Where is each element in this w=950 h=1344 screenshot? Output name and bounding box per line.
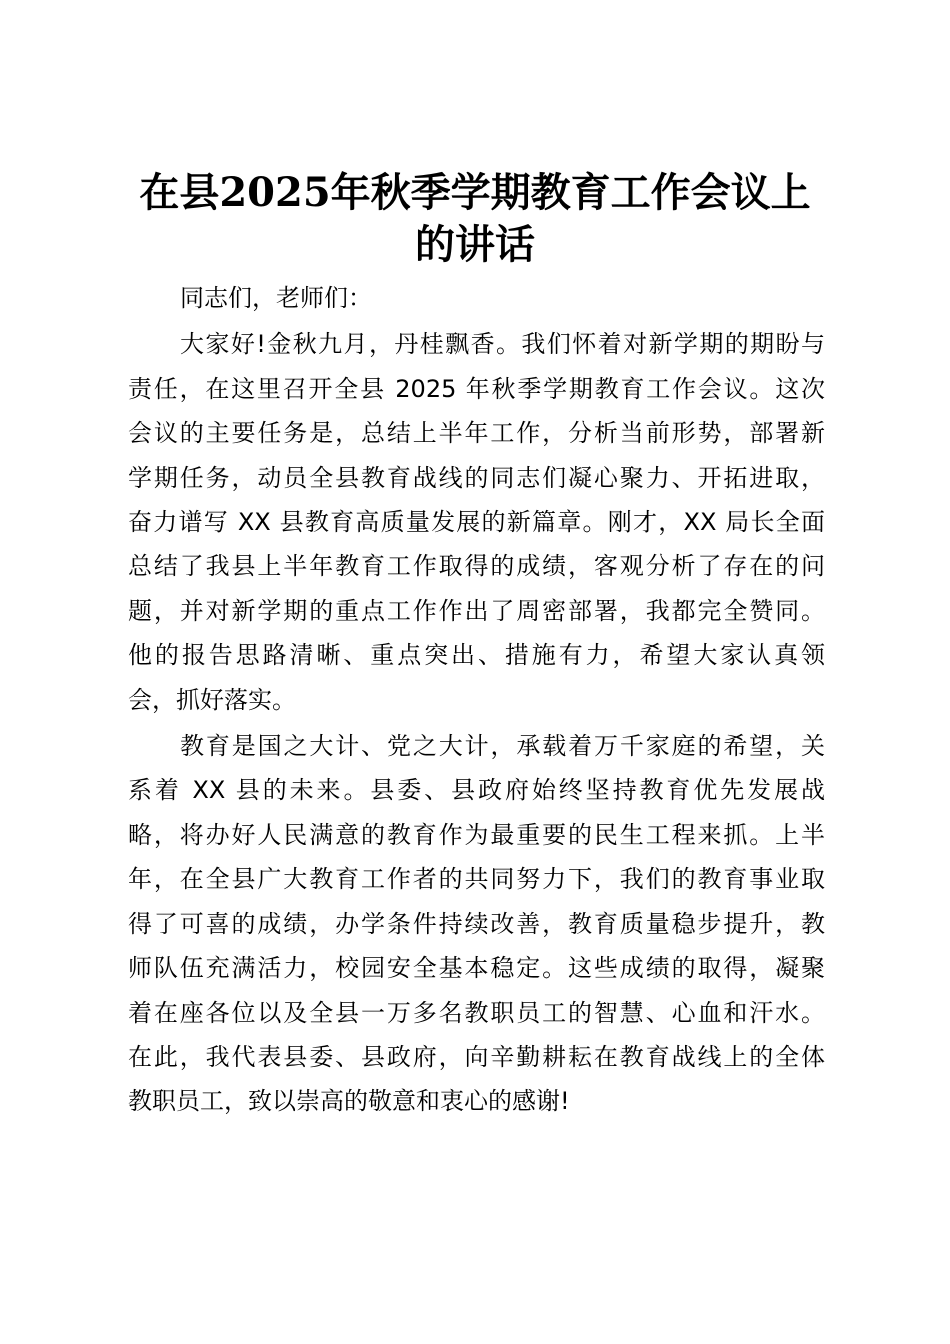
paragraph: [128, 724, 825, 1124]
text-line: 在此，我代表县委、县政府，向辛勤耕耘在教育战线上的全体: [128, 1042, 825, 1071]
text-line: 奋力谱写 XX 县教育高质量发展的新篇章。刚才，XX 局长全面: [128, 508, 825, 537]
text-line: 教育是国之大计、党之大计，承载着万千家庭的希望，关: [180, 732, 825, 761]
text-line: 略，将办好人民满意的教育作为最重要的民生工程来抓。上半: [128, 820, 825, 849]
text-line: 他的报告思路清晰、重点突出、措施有力，希望大家认真领: [128, 641, 825, 670]
paragraph: [128, 322, 825, 722]
salutation: [128, 276, 825, 320]
text-line: 着在座各位以及全县一万多名教职员工的智慧、心血和汗水。: [128, 998, 825, 1027]
text-line: 会议的主要任务是，总结上半年工作，分析当前形势，部署新: [128, 419, 825, 448]
text-line: 责任，在这里召开全县 2025 年秋季学期教育工作会议。这次: [128, 374, 825, 403]
text-line: 学期任务，动员全县教育战线的同志们凝心聚力、开拓进取，: [128, 463, 825, 492]
text-line: 题，并对新学期的重点工作作出了周密部署，我都完全赞同。: [128, 596, 825, 625]
text-line: 会，抓好落实。: [128, 685, 296, 714]
text-line: 得了可喜的成绩，办学条件持续改善，教育质量稳步提升，教: [128, 909, 825, 938]
title-line: 在县2025年秋季学期教育工作会议上: [139, 169, 811, 216]
text-line: 系着 XX 县的未来。县委、县政府始终坚持教育优先发展战: [128, 776, 825, 805]
text-line: 大家好!金秋九月，丹桂飘香。我们怀着对新学期的期盼与: [180, 330, 825, 359]
document-body: [128, 276, 825, 1124]
text-line: 师队伍充满活力，校园安全基本稳定。这些成绩的取得，凝聚: [128, 954, 825, 983]
document-title: [100, 167, 850, 271]
text-line: 同志们，老师们：: [180, 284, 372, 312]
text-line: 总结了我县上半年教育工作取得的成绩，客观分析了存在的问: [128, 552, 825, 581]
title-line: 的讲话: [415, 221, 535, 268]
text-line: 年，在全县广大教育工作者的共同努力下，我们的教育事业取: [128, 865, 825, 894]
text-line: 教职员工，致以崇高的敬意和衷心的感谢!: [128, 1087, 570, 1116]
